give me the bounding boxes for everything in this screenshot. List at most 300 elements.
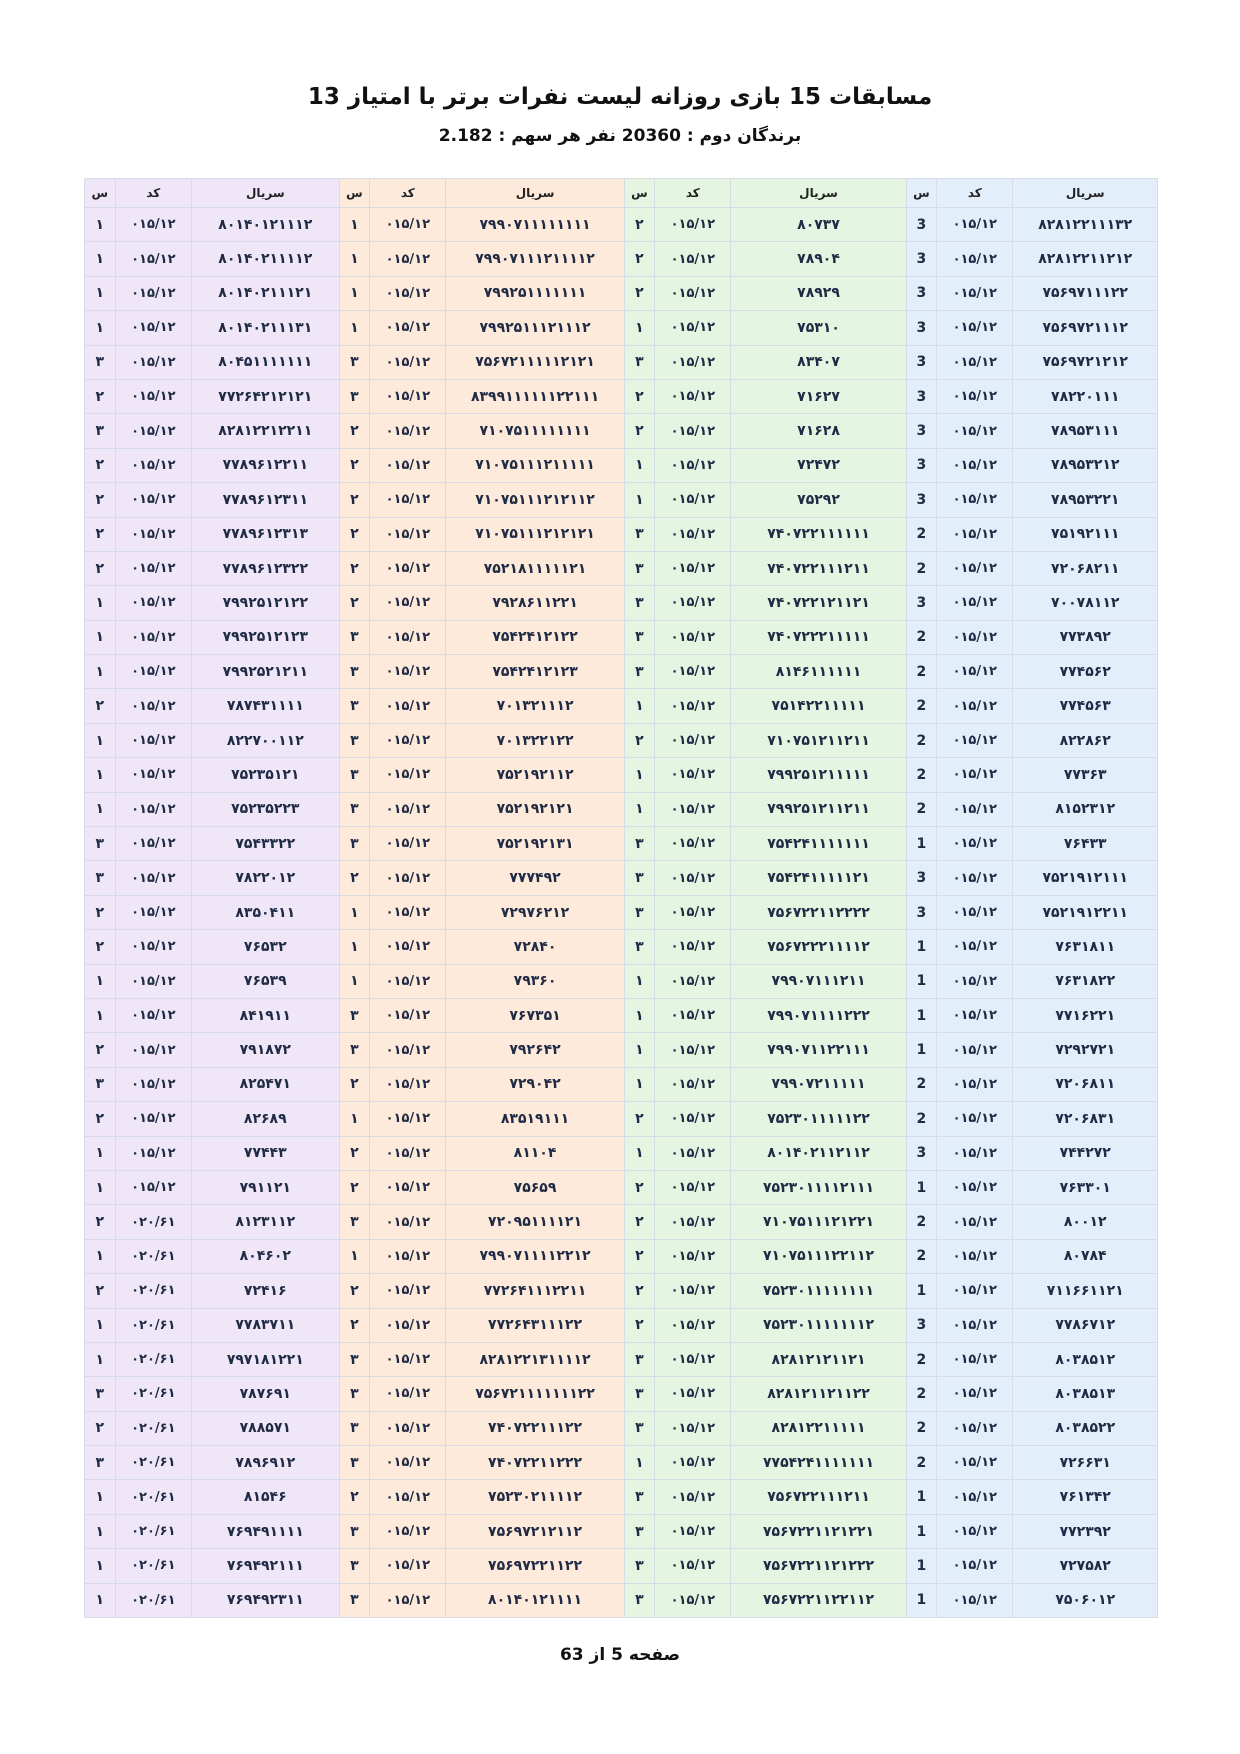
code-cell: ۰۱۵/۱۲: [655, 620, 731, 654]
serial-cell: ۷۶۹۴۹۲۱۱۱: [191, 1549, 339, 1583]
score-cell: ۱: [624, 689, 655, 723]
table-row: [85, 655, 1158, 689]
score-cell: ۲: [339, 1480, 370, 1514]
code-cell: ۰۱۵/۱۲: [370, 379, 446, 413]
code-cell: ۰۱۵/۱۲: [655, 1549, 731, 1583]
serial-cell: ۷۵۲۱۸۱۱۱۱۱۲۱: [446, 551, 624, 585]
code-cell: ۰۱۵/۱۲: [115, 379, 191, 413]
score-cell: ۱: [85, 1136, 116, 1170]
code-cell: ۰۱۵/۱۲: [937, 1342, 1013, 1376]
code-cell: ۰۱۵/۱۲: [655, 1583, 731, 1617]
serial-cell: ۷۵۲۱۹۱۲۱۱۱: [1013, 861, 1158, 895]
score-cell: ۳: [624, 1480, 655, 1514]
code-cell: ۰۱۵/۱۲: [655, 517, 731, 551]
serial-cell: ۷۴۰۷۲۲۱۱۱۲۲: [446, 1411, 624, 1445]
score-cell: ۳: [624, 1411, 655, 1445]
code-cell: ۰۱۵/۱۲: [655, 1411, 731, 1445]
code-cell: ۰۱۵/۱۲: [115, 586, 191, 620]
serial-cell: ۷۵۲۱۹۱۲۲۱۱: [1013, 895, 1158, 929]
serial-cell: ۷۵۶۷۲۲۱۱۲۱۲۲۲: [731, 1549, 906, 1583]
serial-cell: ۷۵۳۱۰: [731, 311, 906, 345]
serial-cell: ۷۸۷۴۳۱۱۱۱: [191, 689, 339, 723]
score-cell: ۱: [624, 448, 655, 482]
code-cell: ۰۱۵/۱۲: [937, 379, 1013, 413]
score-cell: ۲: [339, 1308, 370, 1342]
table-row: [85, 1342, 1158, 1376]
code-cell: ۰۱۵/۱۲: [937, 1274, 1013, 1308]
serial-cell: ۷۹۲۶۴۲: [446, 1033, 624, 1067]
serial-cell: ۷۹۹۲۵۱۲۱۲۳: [191, 620, 339, 654]
code-cell: ۰۲۰/۶۱: [115, 1342, 191, 1376]
col-header-code: کد: [655, 179, 731, 208]
code-cell: ۰۱۵/۱۲: [115, 448, 191, 482]
serial-cell: ۷۱۰۷۵۱۱۱۲۱۱۱۱۱: [446, 448, 624, 482]
score-cell: ۱: [339, 895, 370, 929]
score-cell: 3: [906, 1308, 937, 1342]
serial-cell: ۷۹۹۰۷۲۱۱۱۱۱: [731, 1067, 906, 1101]
code-cell: ۰۱۵/۱۲: [370, 414, 446, 448]
score-cell: ۱: [85, 311, 116, 345]
score-cell: ۳: [624, 517, 655, 551]
code-cell: ۰۱۵/۱۲: [655, 242, 731, 276]
serial-cell: ۷۰۱۳۲۲۱۲۲: [446, 723, 624, 757]
code-cell: ۰۱۵/۱۲: [655, 1136, 731, 1170]
serial-cell: ۷۴۰۷۲۲۱۲۱۱۲۱: [731, 586, 906, 620]
score-cell: ۳: [339, 1205, 370, 1239]
code-cell: ۰۱۵/۱۲: [937, 655, 1013, 689]
score-cell: ۳: [339, 1583, 370, 1617]
score-cell: ۳: [624, 895, 655, 929]
code-cell: ۰۱۵/۱۲: [115, 208, 191, 242]
serial-cell: ۷۹۹۰۷۱۱۱۱۱۱۱۱: [446, 208, 624, 242]
serial-cell: ۷۵۲۳۵۲۲۳: [191, 792, 339, 826]
score-cell: ۲: [624, 1102, 655, 1136]
score-cell: ۳: [339, 620, 370, 654]
score-cell: 2: [906, 1342, 937, 1376]
code-cell: ۰۱۵/۱۲: [937, 276, 1013, 310]
serial-cell: ۷۲۸۴۰: [446, 930, 624, 964]
score-cell: ۳: [624, 930, 655, 964]
col-header-serial: سریال: [1013, 179, 1158, 208]
score-cell: ۳: [339, 1377, 370, 1411]
score-cell: ۳: [624, 655, 655, 689]
serial-cell: ۷۵۲۳۰۱۱۱۱۱۱۱۲: [731, 1308, 906, 1342]
score-cell: ۳: [85, 1067, 116, 1101]
score-cell: ۲: [339, 1170, 370, 1204]
serial-cell: ۷۵۶۷۲۲۱۱۱۲۱۱: [731, 1480, 906, 1514]
score-cell: 2: [906, 1067, 937, 1101]
code-cell: ۰۱۵/۱۲: [937, 242, 1013, 276]
code-cell: ۰۱۵/۱۲: [937, 1136, 1013, 1170]
score-cell: 3: [906, 895, 937, 929]
table-row: [85, 483, 1158, 517]
table-row: [85, 1411, 1158, 1445]
code-cell: ۰۲۰/۶۱: [115, 1205, 191, 1239]
score-cell: ۲: [85, 551, 116, 585]
table-row: [85, 414, 1158, 448]
serial-cell: ۸۰۱۴۰۲۱۱۱۲۱: [191, 276, 339, 310]
table-row: [85, 1514, 1158, 1548]
code-cell: ۰۱۵/۱۲: [370, 1067, 446, 1101]
code-cell: ۰۱۵/۱۲: [937, 827, 1013, 861]
serial-cell: ۸۲۸۱۲۲۱۲۲۱۱: [191, 414, 339, 448]
score-cell: ۲: [85, 483, 116, 517]
score-cell: ۱: [85, 208, 116, 242]
score-cell: ۱: [85, 1549, 116, 1583]
code-cell: ۰۱۵/۱۲: [937, 1308, 1013, 1342]
serial-cell: ۷۴۰۷۲۲۱۱۱۲۱۱: [731, 551, 906, 585]
serial-cell: ۷۱۶۲۸: [731, 414, 906, 448]
serial-cell: ۷۵۶۹۷۲۱۲۱۱۲: [446, 1514, 624, 1548]
score-cell: ۱: [85, 792, 116, 826]
code-cell: ۰۱۵/۱۲: [115, 620, 191, 654]
score-cell: 2: [906, 1102, 937, 1136]
code-cell: ۰۱۵/۱۲: [937, 964, 1013, 998]
serial-cell: ۷۸۹۰۴: [731, 242, 906, 276]
serial-cell: ۷۷۲۶۴۲۱۲۱۲۱: [191, 379, 339, 413]
serial-cell: ۷۵۲۱۹۲۱۱۲: [446, 758, 624, 792]
serial-cell: ۷۲۹۲۷۲۱: [1013, 1033, 1158, 1067]
serial-cell: ۷۵۲۹۲: [731, 483, 906, 517]
code-cell: ۰۱۵/۱۲: [370, 1308, 446, 1342]
score-cell: ۲: [339, 414, 370, 448]
code-cell: ۰۲۰/۶۱: [115, 1308, 191, 1342]
score-cell: ۱: [339, 930, 370, 964]
serial-cell: ۷۵۶۷۲۲۱۱۲۲۱۱۲: [731, 1583, 906, 1617]
code-cell: ۰۱۵/۱۲: [937, 895, 1013, 929]
code-cell: ۰۱۵/۱۲: [370, 930, 446, 964]
table-row: [85, 1239, 1158, 1273]
serial-cell: ۷۶۵۳۹: [191, 964, 339, 998]
score-cell: ۱: [85, 1583, 116, 1617]
serial-cell: ۷۵۲۳۵۱۲۱: [191, 758, 339, 792]
code-cell: ۰۱۵/۱۲: [937, 1205, 1013, 1239]
serial-cell: ۷۰۱۳۲۱۱۱۲: [446, 689, 624, 723]
table-row: [85, 208, 1158, 242]
table-row: [85, 242, 1158, 276]
code-cell: ۰۲۰/۶۱: [115, 1549, 191, 1583]
serial-cell: ۷۵۶۹۷۲۱۱۱۲: [1013, 311, 1158, 345]
score-cell: 2: [906, 655, 937, 689]
score-cell: ۱: [85, 998, 116, 1032]
score-cell: ۱: [624, 1033, 655, 1067]
score-cell: ۱: [85, 964, 116, 998]
score-cell: ۲: [624, 1170, 655, 1204]
score-cell: ۱: [85, 655, 116, 689]
table-row: [85, 586, 1158, 620]
score-cell: ۱: [624, 964, 655, 998]
serial-cell: ۸۰۷۳۷: [731, 208, 906, 242]
table-row: [85, 861, 1158, 895]
code-cell: ۰۱۵/۱۲: [370, 1102, 446, 1136]
score-cell: ۳: [85, 345, 116, 379]
code-cell: ۰۱۵/۱۲: [370, 1583, 446, 1617]
score-cell: ۲: [624, 276, 655, 310]
score-cell: ۲: [339, 1274, 370, 1308]
col-header-score: س: [339, 179, 370, 208]
serial-cell: ۷۷۸۳۷۱۱: [191, 1308, 339, 1342]
serial-cell: ۷۵۴۳۳۲۲: [191, 827, 339, 861]
serial-cell: ۷۷۴۵۶۲: [1013, 655, 1158, 689]
serial-cell: ۷۸۲۲۰۱۲: [191, 861, 339, 895]
serial-cell: ۷۲۹۷۶۲۱۲: [446, 895, 624, 929]
serial-cell: ۸۲۸۱۲۲۱۱۲۱۲: [1013, 242, 1158, 276]
serial-cell: ۷۹۹۲۵۲۱۲۱۱: [191, 655, 339, 689]
code-cell: ۰۱۵/۱۲: [370, 1377, 446, 1411]
code-cell: ۰۱۵/۱۲: [115, 414, 191, 448]
code-cell: ۰۱۵/۱۲: [115, 1033, 191, 1067]
score-cell: ۳: [624, 586, 655, 620]
score-cell: ۳: [339, 758, 370, 792]
serial-cell: ۷۲۴۷۲: [731, 448, 906, 482]
code-cell: ۰۱۵/۱۲: [937, 1480, 1013, 1514]
score-cell: ۳: [339, 1514, 370, 1548]
code-cell: ۰۱۵/۱۲: [370, 1549, 446, 1583]
serial-cell: ۸۰۱۴۰۱۲۱۱۱۲: [191, 208, 339, 242]
code-cell: ۰۱۵/۱۲: [370, 483, 446, 517]
serial-cell: ۷۱۰۷۵۱۱۱۲۲۱۱۲: [731, 1239, 906, 1273]
serial-cell: ۸۲۵۴۷۱: [191, 1067, 339, 1101]
code-cell: ۰۱۵/۱۲: [115, 1102, 191, 1136]
score-cell: 2: [906, 1239, 937, 1273]
score-cell: ۲: [85, 930, 116, 964]
code-cell: ۰۱۵/۱۲: [370, 345, 446, 379]
score-cell: ۳: [624, 1514, 655, 1548]
serial-cell: ۸۱۴۶۱۱۱۱۱۱: [731, 655, 906, 689]
code-cell: ۰۱۵/۱۲: [937, 586, 1013, 620]
code-cell: ۰۱۵/۱۲: [655, 895, 731, 929]
table-row: [85, 1205, 1158, 1239]
table-body: [85, 208, 1158, 1618]
score-cell: ۱: [339, 276, 370, 310]
serial-cell: ۷۵۲۳۰۲۱۱۱۱۲: [446, 1480, 624, 1514]
score-cell: ۲: [624, 723, 655, 757]
score-cell: ۲: [339, 448, 370, 482]
code-cell: ۰۱۵/۱۲: [115, 1136, 191, 1170]
code-cell: ۰۱۵/۱۲: [655, 414, 731, 448]
code-cell: ۰۱۵/۱۲: [937, 1102, 1013, 1136]
serial-cell: ۸۳۹۹۱۱۱۱۱۱۲۲۱۱۱: [446, 379, 624, 413]
code-cell: ۰۱۵/۱۲: [370, 1170, 446, 1204]
serial-cell: ۸۰۱۴۰۱۲۱۱۱۱: [446, 1583, 624, 1617]
code-cell: ۰۱۵/۱۲: [937, 517, 1013, 551]
col-header-code: کد: [115, 179, 191, 208]
serial-cell: ۷۲۴۱۶: [191, 1274, 339, 1308]
code-cell: ۰۱۵/۱۲: [370, 1205, 446, 1239]
score-cell: ۱: [85, 723, 116, 757]
code-cell: ۰۱۵/۱۲: [115, 242, 191, 276]
score-cell: ۲: [85, 1205, 116, 1239]
serial-cell: ۷۱۶۲۷: [731, 379, 906, 413]
serial-cell: ۸۱۲۳۱۱۲: [191, 1205, 339, 1239]
table-row: [85, 930, 1158, 964]
serial-cell: ۸۱۵۲۳۱۲: [1013, 792, 1158, 826]
serial-cell: ۷۷۴۴۳: [191, 1136, 339, 1170]
serial-cell: ۷۵۶۷۲۱۱۱۱۱۱۱۲۲: [446, 1377, 624, 1411]
code-cell: ۰۱۵/۱۲: [655, 930, 731, 964]
code-cell: ۰۱۵/۱۲: [937, 1377, 1013, 1411]
score-cell: ۲: [339, 586, 370, 620]
serial-cell: ۸۲۲۸۶۲: [1013, 723, 1158, 757]
serial-cell: ۷۵۶۷۲۲۱۱۲۲۲۲: [731, 895, 906, 929]
score-cell: ۲: [339, 483, 370, 517]
code-cell: ۰۱۵/۱۲: [115, 964, 191, 998]
code-cell: ۰۱۵/۱۲: [115, 517, 191, 551]
code-cell: ۰۱۵/۱۲: [655, 208, 731, 242]
code-cell: ۰۱۵/۱۲: [115, 276, 191, 310]
code-cell: ۰۱۵/۱۲: [115, 930, 191, 964]
code-cell: ۰۱۵/۱۲: [115, 723, 191, 757]
score-cell: ۲: [85, 379, 116, 413]
code-cell: ۰۱۵/۱۲: [655, 448, 731, 482]
code-cell: ۰۱۵/۱۲: [370, 723, 446, 757]
score-cell: ۳: [624, 345, 655, 379]
serial-cell: ۷۱۰۷۵۱۱۱۱۱۱۱۱: [446, 414, 624, 448]
serial-cell: ۷۶۳۱۸۲۲: [1013, 964, 1158, 998]
code-cell: ۰۱۵/۱۲: [937, 1514, 1013, 1548]
serial-cell: ۷۹۳۶۰: [446, 964, 624, 998]
score-cell: ۲: [339, 861, 370, 895]
score-cell: ۳: [339, 1033, 370, 1067]
serial-cell: ۷۵۶۷۲۲۱۱۲۱۲۲۱: [731, 1514, 906, 1548]
code-cell: ۰۱۵/۱۲: [115, 1067, 191, 1101]
code-cell: ۰۱۵/۱۲: [370, 1514, 446, 1548]
score-cell: ۲: [85, 448, 116, 482]
score-cell: ۱: [85, 620, 116, 654]
serial-cell: ۸۰۳۸۵۲۲: [1013, 1411, 1158, 1445]
score-cell: ۱: [85, 586, 116, 620]
score-cell: 1: [906, 1274, 937, 1308]
score-cell: ۳: [339, 1342, 370, 1376]
score-cell: 3: [906, 1136, 937, 1170]
score-cell: ۲: [85, 1411, 116, 1445]
serial-cell: ۷۹۹۲۵۱۲۱۱۱۱۱: [731, 758, 906, 792]
code-cell: ۰۱۵/۱۲: [655, 689, 731, 723]
serial-cell: ۷۷۷۴۹۲: [446, 861, 624, 895]
score-cell: 2: [906, 758, 937, 792]
table-row: [85, 1583, 1158, 1617]
code-cell: ۰۱۵/۱۲: [370, 517, 446, 551]
score-cell: 2: [906, 1446, 937, 1480]
code-cell: ۰۱۵/۱۲: [655, 483, 731, 517]
score-cell: 1: [906, 1170, 937, 1204]
score-cell: ۲: [339, 1136, 370, 1170]
table-row: [85, 379, 1158, 413]
serial-cell: ۷۵۶۹۷۱۱۱۲۲: [1013, 276, 1158, 310]
score-cell: ۲: [339, 551, 370, 585]
serial-cell: ۷۲۰۶۸۱۱: [1013, 1067, 1158, 1101]
code-cell: ۰۱۵/۱۲: [655, 551, 731, 585]
score-cell: 3: [906, 586, 937, 620]
score-cell: 1: [906, 1480, 937, 1514]
code-cell: ۰۲۰/۶۱: [115, 1514, 191, 1548]
score-cell: ۲: [85, 1102, 116, 1136]
code-cell: ۰۱۵/۱۲: [370, 998, 446, 1032]
table-row: [85, 517, 1158, 551]
serial-cell: ۷۴۰۷۲۲۱۱۱۱۱۱: [731, 517, 906, 551]
code-cell: ۰۱۵/۱۲: [937, 792, 1013, 826]
score-cell: ۱: [85, 242, 116, 276]
score-cell: 1: [906, 827, 937, 861]
code-cell: ۰۱۵/۱۲: [370, 1136, 446, 1170]
page-title: مسابقات 15 بازی روزانه لیست نفرات برتر با امتیاز 13: [307, 84, 933, 110]
serial-cell: ۷۸۹۵۳۱۱۱: [1013, 414, 1158, 448]
score-cell: ۱: [85, 276, 116, 310]
score-cell: 3: [906, 311, 937, 345]
score-cell: ۱: [339, 242, 370, 276]
score-cell: ۳: [339, 1549, 370, 1583]
score-cell: ۳: [624, 1342, 655, 1376]
code-cell: ۰۱۵/۱۲: [655, 1274, 731, 1308]
serial-cell: ۷۹۹۰۷۱۱۲۲۱۱۱: [731, 1033, 906, 1067]
serial-cell: ۸۳۵۱۹۱۱۱: [446, 1102, 624, 1136]
code-cell: ۰۱۵/۱۲: [937, 483, 1013, 517]
score-cell: 2: [906, 1205, 937, 1239]
code-cell: ۰۱۵/۱۲: [655, 1205, 731, 1239]
score-cell: ۳: [339, 723, 370, 757]
score-cell: ۱: [624, 998, 655, 1032]
score-cell: ۳: [85, 861, 116, 895]
score-cell: ۱: [624, 758, 655, 792]
score-cell: ۱: [624, 311, 655, 345]
score-cell: ۳: [85, 414, 116, 448]
serial-cell: ۷۵۲۱۹۲۱۲۱: [446, 792, 624, 826]
code-cell: ۰۱۵/۱۲: [655, 1377, 731, 1411]
serial-cell: ۷۵۱۹۲۱۱۱: [1013, 517, 1158, 551]
score-cell: ۳: [624, 620, 655, 654]
code-cell: ۰۱۵/۱۲: [370, 242, 446, 276]
code-cell: ۰۱۵/۱۲: [370, 208, 446, 242]
serial-cell: ۷۱۰۷۵۱۱۱۲۱۲۱۱۲: [446, 483, 624, 517]
page-subtitle: برندگان دوم : 20360 نفر هر سهم : 2.182: [438, 126, 802, 146]
code-cell: ۰۱۵/۱۲: [937, 689, 1013, 723]
serial-cell: ۸۲۸۱۲۲۱۳۱۱۱۱۲: [446, 1342, 624, 1376]
score-cell: ۱: [624, 1446, 655, 1480]
serial-cell: ۷۸۸۵۷۱: [191, 1411, 339, 1445]
serial-cell: ۷۹۱۱۲۱: [191, 1170, 339, 1204]
code-cell: ۰۱۵/۱۲: [937, 551, 1013, 585]
table-row: [85, 998, 1158, 1032]
serial-cell: ۷۵۶۷۲۱۱۱۱۱۲۱۲۱: [446, 345, 624, 379]
col-header-serial: سریال: [191, 179, 339, 208]
score-cell: ۱: [624, 1067, 655, 1101]
code-cell: ۰۱۵/۱۲: [937, 1583, 1013, 1617]
serial-cell: ۷۹۹۰۷۱۱۱۲۱۱: [731, 964, 906, 998]
code-cell: ۰۱۵/۱۲: [115, 861, 191, 895]
score-cell: 2: [906, 1377, 937, 1411]
serial-cell: ۸۰۳۸۵۱۳: [1013, 1377, 1158, 1411]
score-cell: 2: [906, 1411, 937, 1445]
code-cell: ۰۲۰/۶۱: [115, 1239, 191, 1273]
score-cell: ۲: [624, 1239, 655, 1273]
score-cell: 3: [906, 483, 937, 517]
score-cell: 2: [906, 551, 937, 585]
serial-cell: ۷۲۷۵۸۲: [1013, 1549, 1158, 1583]
score-cell: ۲: [85, 517, 116, 551]
score-cell: ۱: [85, 1342, 116, 1376]
serial-cell: ۷۵۶۹۷۲۲۱۱۲۲: [446, 1549, 624, 1583]
code-cell: ۰۱۵/۱۲: [655, 311, 731, 345]
serial-cell: ۷۵۲۳۰۱۱۱۱۲۱۱۱: [731, 1170, 906, 1204]
page-number: صفحه 5 از 63: [559, 1645, 681, 1665]
serial-cell: ۸۳۵۰۴۱۱: [191, 895, 339, 929]
table-row: [85, 1102, 1158, 1136]
score-cell: ۲: [624, 1308, 655, 1342]
serial-cell: ۷۶۷۳۵۱: [446, 998, 624, 1032]
code-cell: ۰۱۵/۱۲: [655, 792, 731, 826]
code-cell: ۰۱۵/۱۲: [655, 379, 731, 413]
score-cell: 3: [906, 242, 937, 276]
